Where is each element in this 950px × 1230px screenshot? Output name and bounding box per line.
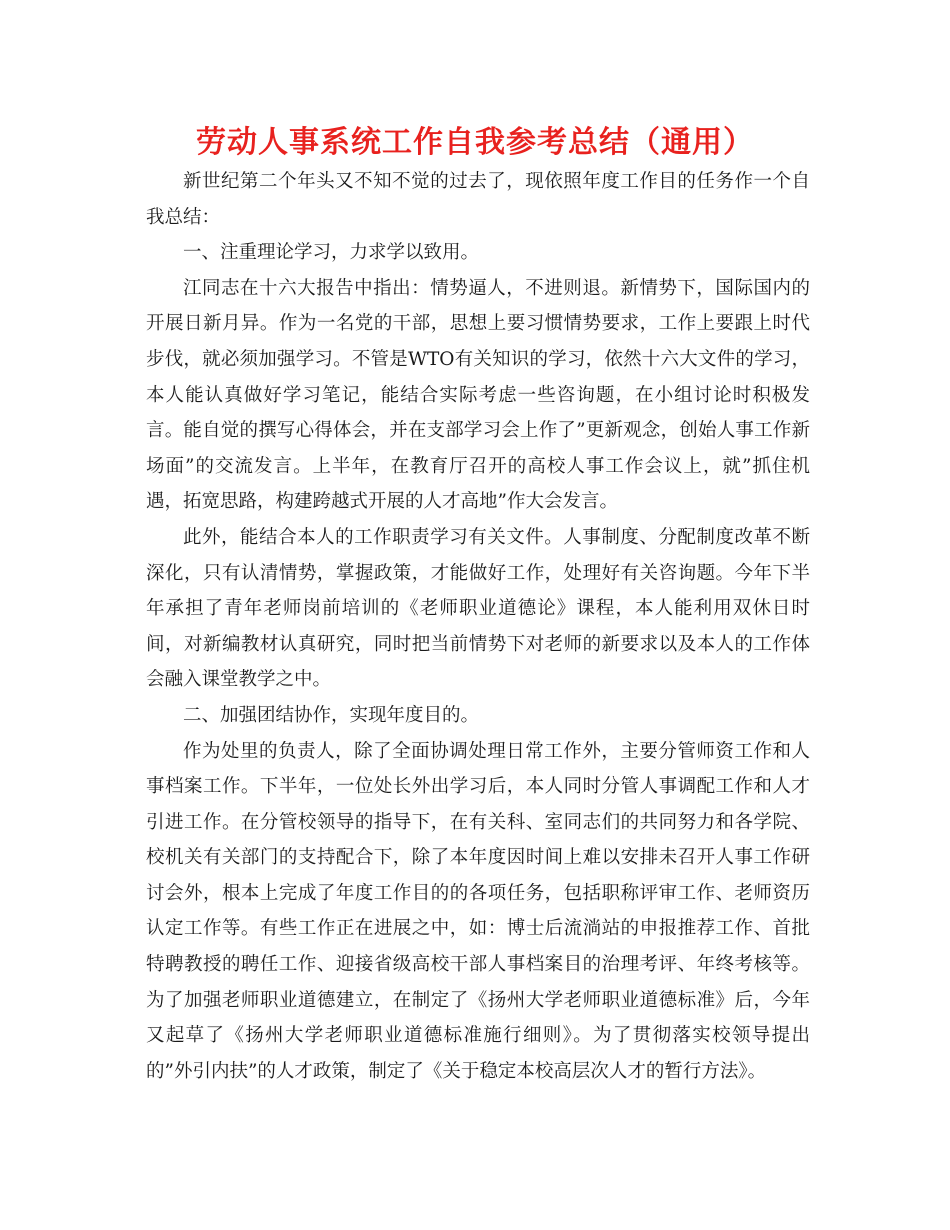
section-heading-2: 二、加强团结协作，实现年度目的。	[183, 704, 480, 726]
section-heading-1: 一、注重理论学习，力求学以致用。	[183, 242, 480, 264]
document-title: 劳动人事系统工作自我参考总结（通用）	[196, 125, 754, 160]
paragraph-responsibilities: 作为处里的负责人，除了全面协调处理日常工作外，主要分管师资工作和人事档案工作。下半年，一位处长外出学习后，本人同时分管人事调配工作和人才引进工作。在分管校领导的指导下，在有关科、室同志们的共同努力和各学院、校机关有关部门的支持配合下，除了本年度因时间上难以安排未召开人事工作研讨会外，根本上完成了年度工作目的的各项任务，包括职称评审工作、老师资历认定工作等。有些工作正在进展之中，如：博士后流淌站的申报推荐工作、首批特聘教授的聘任工作、迎接省级高校干部人事档案目的治理考评、年终考核等。为了加强老师职业道德建立，在制定了《扬州大学老师职业道德标准》后，今年又起草了《扬州大学老师职业道德标准施行细则》。为了贯彻落实校领导提出的”外引内扶”的人才政策，制定了《关于稳定本校高层次人才的暂行方法》。	[146, 740, 810, 1082]
paragraph-intro: 新世纪第二个年头又不知不觉的过去了，现依照年度工作目的任务作一个自我总结：	[146, 171, 810, 228]
paragraph-study: 江同志在十六大报告中指出：情势逼人，不进则退。新情势下，国际国内的开展日新月异。作为一名党的干部，思想上要习惯情势要求，工作上要跟上时代步伐，就必须加强学习。不管是WTO有关知识的学习，依然十六大文件的学习，本人能认真做好学习笔记，能结合实际考虑一些咨询题，在小组讨论时积极发言。能自觉的撰写心得体会，并在支部学习会上作了”更新观念，创始人事工作新场面”的交流发言。上半年，在教育厅召开的高校人事工作会议上，就”抓住机遇，拓宽思路，构建跨越式开展的人才高地”作大会发言。	[146, 277, 810, 513]
paragraph-duties-study: 此外，能结合本人的工作职责学习有关文件。人事制度、分配制度改革不断深化，只有认清情势，掌握政策，才能做好工作，处理好有关咨询题。今年下半年承担了青年老师岗前培训的《老师职业道德论》课程，本人能利用双休日时间，对新编教材认真研究，同时把当前情势下对老师的新要求以及本人的工作体会融入课堂教学之中。	[146, 526, 810, 691]
document-body	[146, 164, 810, 1089]
